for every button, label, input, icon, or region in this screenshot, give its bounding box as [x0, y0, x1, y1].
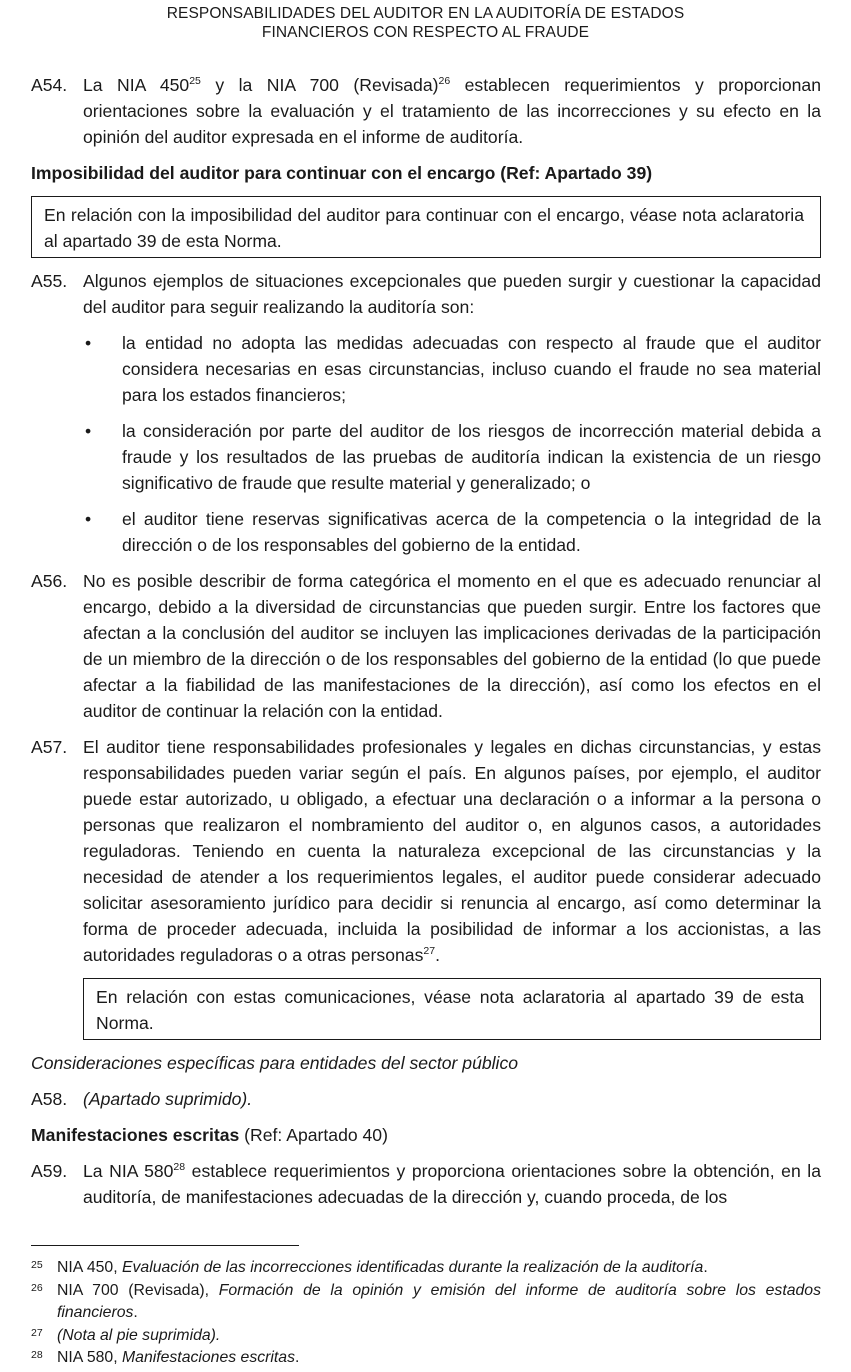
header-line-2: FINANCIEROS CON RESPECTO AL FRAUDE [261, 24, 590, 41]
paragraph-text: No es posible describir de forma categórica el momento en el que es adecuado renunciar al encargo, debido a la diversidad de circunstancias que pueden surgir. Entre los factores que afectan a la conclusión del auditor se incluyen las implicaciones derivadas de la participación de un miembro de la dirección o de los responsables del gobierno de la entidad (lo que puede afectar a la fiabilidad de las manifestaciones de la dirección), así como los efectos en el auditor de continuar la relación con la entidad. [83, 571, 821, 721]
section-heading-imposibilidad [31, 160, 821, 186]
footnote-end: . [703, 1259, 708, 1276]
footnote-26 [31, 1280, 821, 1325]
footnote-plain: NIA 580, [57, 1349, 122, 1366]
paragraph-text: (Apartado suprimido). [83, 1089, 253, 1109]
footnote-divider [31, 1245, 299, 1246]
paragraph-content [83, 268, 821, 558]
footnote-title: Evaluación de las incorrecciones identificadas durante la realización de la auditoría [122, 1259, 704, 1276]
paragraph-a59 [31, 1158, 821, 1210]
footnote-end: . [133, 1304, 138, 1321]
footnote-number: 25 [31, 1259, 43, 1271]
bullet-icon: • [85, 333, 92, 353]
footnote-title: (Nota al pie suprimida). [57, 1326, 221, 1344]
paragraph-a55 [31, 268, 821, 558]
footnote-plain: NIA 700 (Revisada), [57, 1281, 219, 1299]
footnote-title: Manifestaciones escritas [122, 1349, 295, 1366]
paragraph-text [83, 1158, 821, 1210]
paragraph-number: A55. [31, 271, 68, 291]
footnote-end: . [294, 1349, 300, 1366]
footnote-27 [31, 1325, 821, 1348]
footnote-number: 28 [31, 1349, 43, 1361]
footnote-28 [31, 1347, 821, 1370]
list-item [83, 418, 821, 496]
paragraph-number: A58. [31, 1089, 68, 1109]
footnote-plain: NIA 450, [57, 1259, 122, 1276]
text-run: establecen requerimientos y proporcionan orientaciones sobre la evaluación y el tratamiento de las incorrecciones y su efecto en la opinión del auditor expresada en el informe de auditoría. [83, 75, 821, 147]
footnote-ref-26[interactable]: 26 [438, 75, 451, 88]
text-run: . [435, 945, 440, 965]
footnote-ref-25[interactable]: 25 [189, 75, 201, 88]
footnote-ref-28[interactable]: 28 [173, 1161, 186, 1174]
footnote-title: Formación de la opinión y emisión del informe de auditoría sobre los estados financieros [57, 1281, 821, 1321]
page-header [0, 4, 851, 42]
explanatory-note-box-2: En relación con estas comunicaciones, véase nota aclaratoria al apartado 39 de esta Norma. [83, 978, 821, 1040]
document-body [31, 72, 821, 1220]
footnotes [31, 1257, 821, 1370]
text-run: La NIA 450 [83, 75, 190, 95]
paragraph-number: A57. [31, 737, 68, 757]
footnote-text [57, 1325, 821, 1348]
footnote-25 [31, 1257, 821, 1280]
explanatory-note-box: En relación con la imposibilidad del auditor para continuar con el encargo, véase nota aclaratoria al apartado 39 de esta Norma. [31, 196, 821, 258]
heading-bold-text: Manifestaciones escritas [31, 1125, 240, 1145]
heading-ref-text: (Ref: Apartado 40) [239, 1125, 388, 1145]
footnote-number: 27 [31, 1326, 43, 1339]
paragraph-number: A59. [31, 1161, 68, 1181]
list-item-text: el auditor tiene reservas significativas acerca de la competencia o la integridad de la dirección o de los responsables del gobierno de la entidad. [122, 509, 821, 555]
paragraph-text [83, 72, 821, 150]
paragraph-number: A54. [31, 75, 68, 95]
section-heading-manifestaciones [31, 1122, 821, 1148]
paragraph-text [83, 734, 821, 968]
text-run: La NIA 580 [83, 1161, 174, 1181]
list-item-text: la consideración por parte del auditor de los riesgos de incorrección material debida a fraude y los resultados de las pruebas de auditoría indican la existencia de un riesgo significativo de fraude que resulte material y generalizado; o [122, 421, 821, 493]
list-item [83, 330, 821, 408]
text-run: establece requerimientos y proporciona orientaciones sobre la obtención, en la auditoría, de manifestaciones adecuadas de la dirección y, cuando proceda, de los [83, 1161, 821, 1207]
paragraph-a54 [31, 72, 821, 150]
footnote-text [57, 1347, 821, 1370]
bullet-icon: • [85, 509, 92, 529]
bullet-list [83, 330, 821, 558]
paragraph-a56 [31, 568, 821, 724]
section-heading-sector-publico: Consideraciones específicas para entidades del sector público [31, 1053, 519, 1073]
paragraph-a57 [31, 734, 821, 968]
heading-bold-text: Imposibilidad del auditor para continuar con el encargo (Ref: Apartado 39) [31, 163, 653, 183]
list-item-text: la entidad no adopta las medidas adecuadas con respecto al fraude que el auditor considera necesarias en esas circunstancias, incluso cuando el fraude no sea material para los estados financieros; [122, 333, 821, 405]
paragraph-a58 [31, 1086, 821, 1112]
bullet-icon: • [85, 421, 92, 441]
paragraph-number: A56. [31, 571, 68, 591]
footnote-ref-27[interactable]: 27 [423, 945, 436, 958]
text-run: y la NIA 700 (Revisada) [200, 75, 439, 95]
footnote-text [57, 1257, 821, 1280]
footnote-text [57, 1280, 821, 1325]
paragraph-text: Algunos ejemplos de situaciones excepcionales que pueden surgir y cuestionar la capacidad del auditor para seguir realizando la auditoría son: [83, 271, 821, 317]
list-item [83, 506, 821, 558]
text-run: El auditor tiene responsabilidades profesionales y legales en dichas circunstancias, y estas responsabilidades pueden variar según el país. En algunos países, por ejemplo, el auditor puede estar autorizado, u obligado, a efectuar una declaración o a informar a la persona o personas que realizaron el nombramiento del auditor o, en algunos casos, a autoridades reguladoras. Teniendo en cuenta la naturaleza excepcional de las circunstancias y la necesidad de atender a los requerimientos legales, el auditor puede considerar adecuado solicitar asesoramiento jurídico para decidir si renuncia al encargo, así como determinar la forma de proceder adecuada, incluida la posibilidad de informar a los accionistas, a las autoridades reguladoras o a otras personas [83, 737, 821, 965]
header-line-1: RESPONSABILIDADES DEL AUDITOR EN LA AUDITORÍA DE ESTADOS [166, 5, 685, 22]
footnote-number: 26 [31, 1281, 43, 1294]
